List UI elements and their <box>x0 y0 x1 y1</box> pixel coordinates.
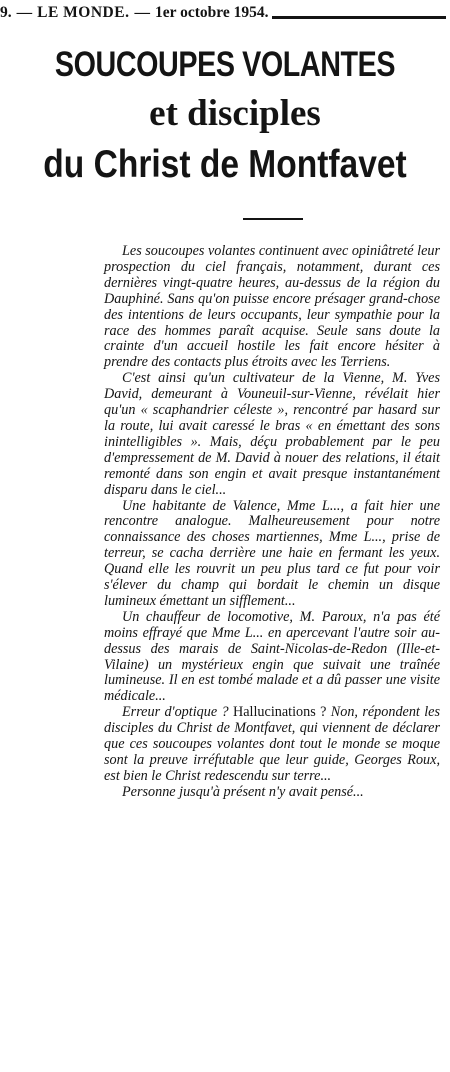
article-paragraph: Les soucoupes volantes continuent avec opiniâtreté leur prospection du ciel français, notamment, durant ces dernières vingt-quatre heures, au-dessus de la région du Dauphiné. Sans qu'on puisse encore présager grand-chose des intentions de leurs occupants, leur sympathie pour la race des hommes paraît acquise. Seule sans doute la crainte d'un accueil hostile les fait encore hésiter à prendre des contacts plus étroits avec les Terriens. <box>104 243 440 371</box>
article-paragraph: Une habitante de Valence, Mme L..., a fait hier une rencontre analogue. Malheureusement pour notre connaissance des choses martiennes, Mme L..., prise de terreur, se cacha derrière une haie en fermant les yeux. Quand elle les rouvrit un peu plus tard ce fut pour voir s'élever du champ qui bordait le chemin un disque lumineux émettant un sifflement... <box>104 497 440 609</box>
newspaper-header <box>0 2 450 22</box>
headline-line-1: SOUCOUPES VOLANTES <box>54 45 396 84</box>
paragraph-fragment: Hallucinations ? <box>228 704 327 721</box>
headline-line-3: du Christ de Montfavet <box>43 143 407 186</box>
headline-divider <box>243 218 303 220</box>
article-paragraph <box>104 705 440 785</box>
article-paragraph: Personne jusqu'à présent n'y avait pensé... <box>122 783 364 800</box>
paragraph-fragment: Non, répondent les disciples du Christ de Montfavet, qui viennent de déclarer que ces soucoupes volantes dont tout le monde se moque sont la preuve irréfutable que leur guide, Georges Roux, est bien le Christ redescendu sur terre... <box>104 704 441 784</box>
paragraph-fragment: Erreur d'optique ? <box>122 704 229 721</box>
article-paragraph: Un chauffeur de locomotive, M. Paroux, n'a pas été moins effrayé que Mme L... en apercevant l'autre soir au-dessus des marais de Saint-Nicolas-de-Redon (Ille-et-Vilaine) un mystérieux engin que suivait une traînée lumineuse. Il en est tombé malade et a dû passer une visite médicale... <box>104 608 440 705</box>
headline <box>0 44 450 188</box>
newspaper-name: LE MONDE. <box>37 4 130 21</box>
page-number: 9. <box>0 4 12 21</box>
header-dash: — <box>134 4 150 21</box>
article-paragraph: C'est ainsi qu'un cultivateur de la Vienne, M. Yves David, demeurant à Vouneuil-sur-Vienne, révélait hier qu'un « scaphandrier céleste », rencontré par hasard sur la route, lui avait caressé le bras « en émettant des sons inintelligibles ». Mais, déçu probablement par le peu d'empressement de M. David à nouer des relations, il était remonté dans son engin et avait presque instantanément disparu dans le ciel... <box>104 370 440 498</box>
header-dash: — <box>16 4 33 21</box>
header-rule <box>272 16 446 19</box>
article-body <box>104 244 440 801</box>
headline-line-2: et disciples <box>149 93 321 134</box>
issue-date: 1er octobre 1954. <box>154 4 269 21</box>
